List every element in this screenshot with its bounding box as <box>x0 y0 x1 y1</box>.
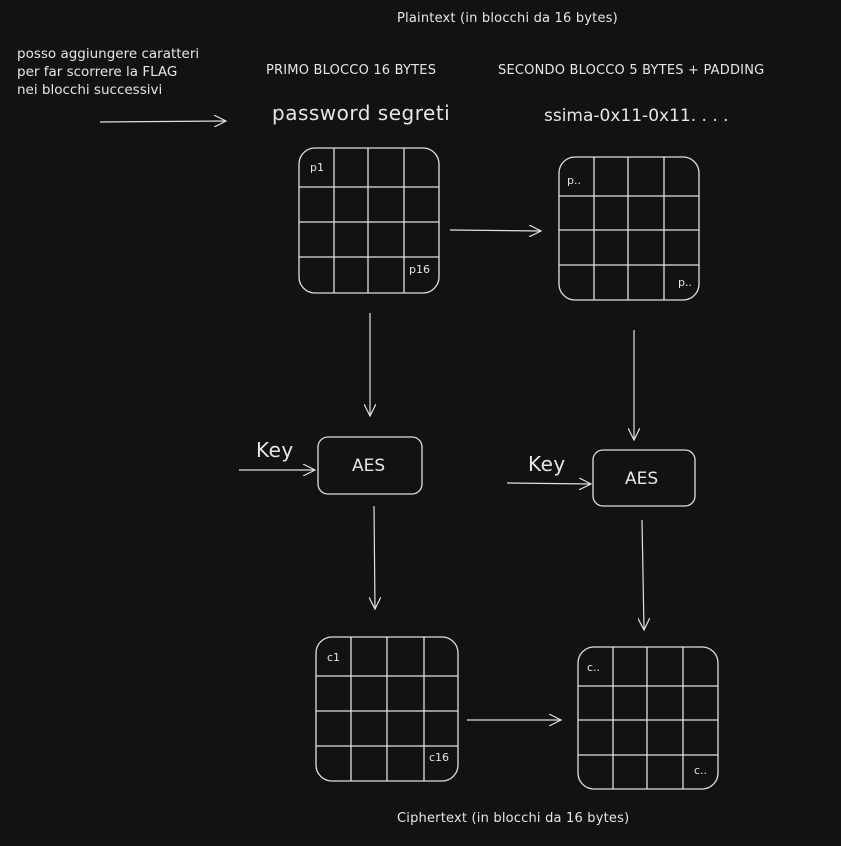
plain2-first-cell-label: p.. <box>567 174 581 187</box>
key2-label: Key <box>528 452 566 476</box>
plaintext-title: Plaintext (in blocchi da 16 bytes) <box>397 11 618 26</box>
key1-label: Key <box>256 438 294 462</box>
block1-content: password segreti <box>272 101 451 125</box>
cipher2-first-cell-label: c.. <box>587 661 601 674</box>
cipher1-last-cell-label: c16 <box>429 751 450 764</box>
block2-heading: SECONDO BLOCCO 5 BYTES + PADDING <box>498 63 765 78</box>
aes1-label: AES <box>352 456 386 476</box>
cipher2-last-cell-label: c.. <box>694 764 708 777</box>
plain1-last-cell-label: p16 <box>409 263 430 276</box>
plain-chain-arrow <box>450 230 541 231</box>
ciphertext-title: Ciphertext (in blocchi da 16 bytes) <box>397 811 630 826</box>
aes2-to-cipher-arrow <box>642 520 644 630</box>
plain1-first-cell-label: p1 <box>310 161 324 174</box>
note-arrow <box>100 121 226 122</box>
key2-arrow <box>507 483 591 484</box>
cipher1-first-cell-label: c1 <box>327 651 341 664</box>
block1-heading: PRIMO BLOCCO 16 BYTES <box>266 63 437 78</box>
aes1-to-cipher-arrow <box>374 506 375 609</box>
block2-content: ssima-0x11-0x11. . . . <box>544 106 729 126</box>
aes2-label: AES <box>625 469 659 489</box>
plain2-last-cell-label: p.. <box>678 276 692 289</box>
padding-note: posso aggiungere caratteri per far scorrere la FLAG nei blocchi successivi <box>17 46 200 98</box>
